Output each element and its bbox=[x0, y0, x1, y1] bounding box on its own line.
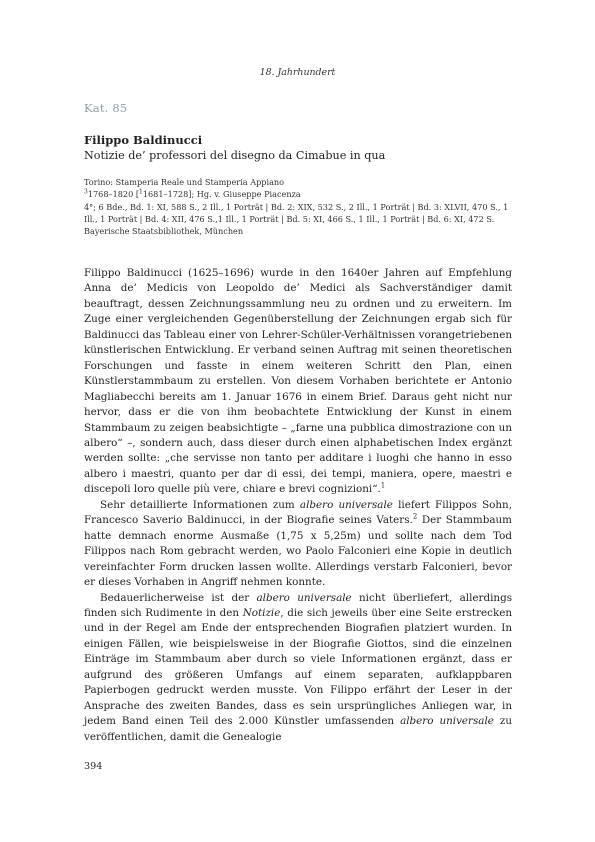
edition-dates-a: 1768–1820 [ bbox=[87, 189, 139, 200]
paragraph-3-text-b: nicht überliefert, allerdings finden sich Rudimente in den bbox=[84, 591, 513, 619]
paragraph-1 bbox=[84, 266, 512, 498]
catalog-number: Kat. 85 bbox=[84, 101, 128, 115]
paragraph-3-text-a: Bedauerlicherweise ist der bbox=[100, 591, 257, 604]
page-number: 394 bbox=[84, 761, 103, 772]
paragraph-2-emphasis: albero universale bbox=[299, 498, 393, 511]
body-text bbox=[84, 266, 512, 745]
format-line: 4°; 6 Bde., Bd. 1: XI, 588 S., 2 Ill., 1 Porträt | Bd. 2: XIX, 532 S., 2 Ill., 1 Porträt | Bd. 3: XLVII, 470 S., 1 Ill., 1 Porträt | Bd. 4: XII, 476 S.,1 Ill., 1 Porträt | Bd. 5: XI, 466 S., 1 Ill., 1 Porträt | Bd. 6: XI, 472 S. bbox=[84, 201, 509, 224]
paragraph-2 bbox=[84, 498, 512, 591]
paragraph-1-text: Filippo Baldinucci (1625–1696) wurde in den 1640er Jahren auf Empfehlung Anna de’ Medicis von Leopoldo de’ Medici als Sachverständiger damit beauftragt, dessen Zeichnungssammlung neu zu ordnen und zu erweitern. Im Zuge einer vergleichenden Gegenüberstellung der Zeichnungen ergab sich für Baldinucci das Tableau einer von Lehrer-Schüler-Verhältnissen vorangetriebenen künstlerischen Entwicklung. Er verband seinen Auftrag mit seinen theoretischen Forschungen und fasste in einem weiteren Schritt den Plan, einen Künstlerstammbaum zu erstellen. Von diesem Vorhaben berichtete er Antonio Magliabecchi bereits am 1. Januar 1676 in einem Brief. Daraus geht nicht nur hervor, dass er die von ihm beobachtete Entwicklung der Kunst in einem Stammbaum zu zeigen beabsichtigte – „farne una pubblica dimostrazione con un albero“ –, sondern auch, dass dieser durch einen alphabetischen Index ergänzt werden sollte: „che servisse non tanto per additare i luoghi che hanno in esso albero i maestri, quanto per dar di essi, dei tempi, maniera, opere, maestri e discepoli loro quelle più vere, chiare e brevi cognizioni“. bbox=[84, 267, 512, 496]
paragraph-3-text-c: , die sich jeweils über eine Seite erstrecken und in der Regel am Ende der entsprechenden Biografien platziert wurden. In einigen Fällen, wie beispielsweise in der Biografie Giottos, sind die einzelnen Einträge im Stammbaum aber durch so viele Informationen ergänzt, dass er aufgrund des größeren Umfangs auf einem separaten, aufklappbaren Papierbogen gedruckt werden musste. Von Filippo erfährt der Leser in der Ansprache des zweiten Bandes, dass es sein ursprüngliches Anliegen war, in jedem Band einen Teil des 2.000 Künstler umfassenden bbox=[84, 606, 513, 728]
paragraph-2-text-c: Der Stammbaum hatte demnach enorme Ausmaße (1,75 x 5,25m) und sollte nach dem Tod Filippos nach Rom gebracht werden, wo Paolo Falconieri eine Kopie in deutlich vereinfachter Form drucken lassen wollte. Allerdings verstarb Falconieri, bevor er dieses Vorhaben in Angriff nehmen konnte. bbox=[84, 514, 512, 589]
paragraph-3-text-d: zu veröffentlichen, damit die Genealogie bbox=[84, 715, 512, 743]
library-line: Bayerische Staatsbibliothek, München bbox=[84, 226, 244, 237]
paragraph-3-emphasis-3: albero universale bbox=[400, 715, 494, 728]
paragraph-3 bbox=[84, 591, 512, 746]
paragraph-3-emphasis-1: albero universale bbox=[256, 591, 352, 604]
edition-dates-b: 1681–1728]; Hg. v. Giuseppe Piacenza bbox=[142, 189, 301, 200]
footnote-marker-1[interactable]: 1 bbox=[380, 481, 386, 490]
running-head: 18. Jahrhundert bbox=[259, 67, 336, 78]
author-name: Filippo Baldinucci bbox=[84, 133, 203, 147]
footnote-marker-2[interactable]: 2 bbox=[412, 512, 418, 521]
edition-line bbox=[84, 188, 512, 200]
bibliographic-metadata bbox=[84, 176, 512, 237]
publisher-line: Torino: Stamperia Reale und Stamperia Appiano bbox=[84, 177, 285, 187]
paragraph-3-emphasis-2: Notizie bbox=[242, 606, 281, 619]
paragraph-2-text-b: liefert Filippos Sohn, Francesco Saverio Baldinucci, in der Biografie seines Vaters. bbox=[84, 498, 513, 527]
edition-superscript: 3 bbox=[84, 188, 88, 196]
book-title: Notizie de’ professori del disegno da Cimabue in qua bbox=[84, 149, 386, 162]
first-edition-superscript: 1 bbox=[139, 188, 143, 196]
paragraph-2-text-a: Sehr detaillierte Informationen zum bbox=[100, 498, 300, 511]
